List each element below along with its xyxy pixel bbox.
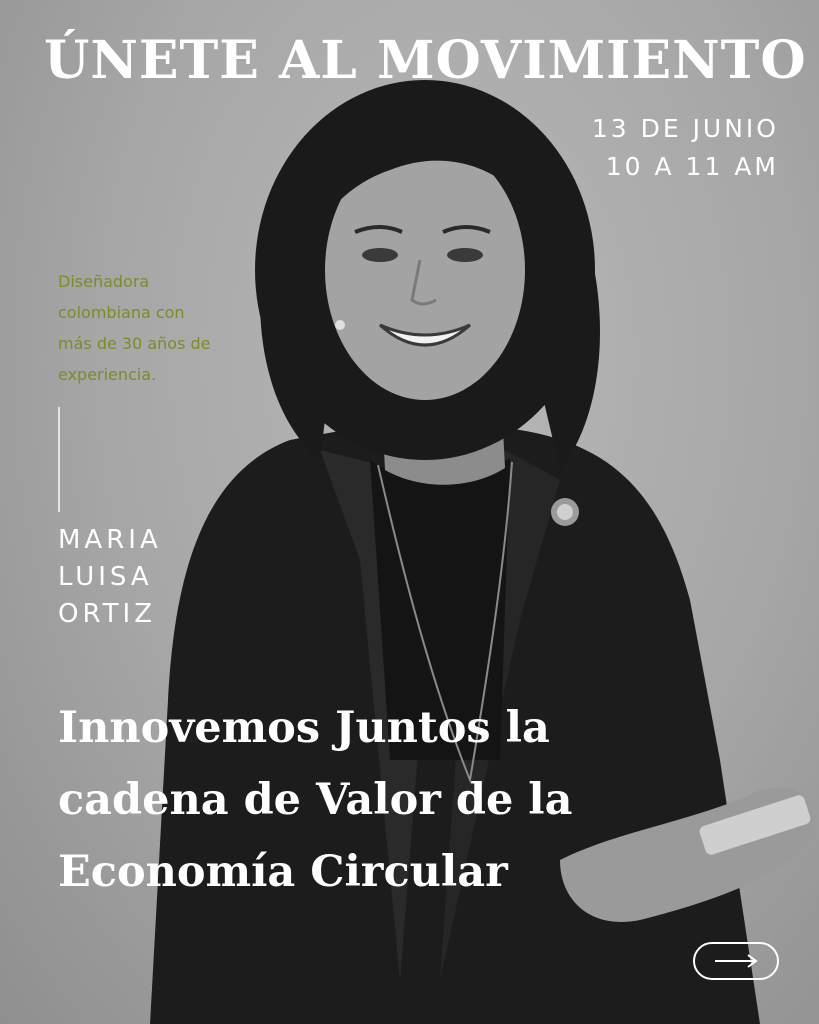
speaker-bio [58, 266, 238, 390]
speaker-middle-name: LUISA [58, 562, 153, 592]
event-date: 13 DE JUNIO [591, 114, 779, 143]
event-datetime [592, 110, 779, 186]
speaker-bio-line: más de 30 años de [58, 334, 211, 353]
speaker-bio-line: colombiana con [58, 303, 185, 322]
event-time: 10 A 11 AM [605, 152, 779, 181]
talk-title-line: cadena de Valor de la [58, 775, 573, 825]
speaker-bio-line: Diseñadora [58, 272, 150, 291]
talk-title-line: Innovemos Juntos la [58, 703, 550, 753]
speaker-name [58, 522, 162, 633]
vertical-divider [58, 407, 60, 512]
speaker-bio-line: experiencia. [58, 365, 157, 384]
speaker-first-name: MARIA [58, 525, 162, 555]
speaker-last-name: ORTIZ [58, 599, 156, 629]
talk-title [58, 692, 798, 908]
next-button[interactable] [693, 942, 779, 980]
talk-title-line: Economía Circular [58, 847, 508, 897]
headline: ÚNETE AL MOVIMIENTO [44, 30, 807, 91]
arrow-right-icon [713, 954, 759, 968]
